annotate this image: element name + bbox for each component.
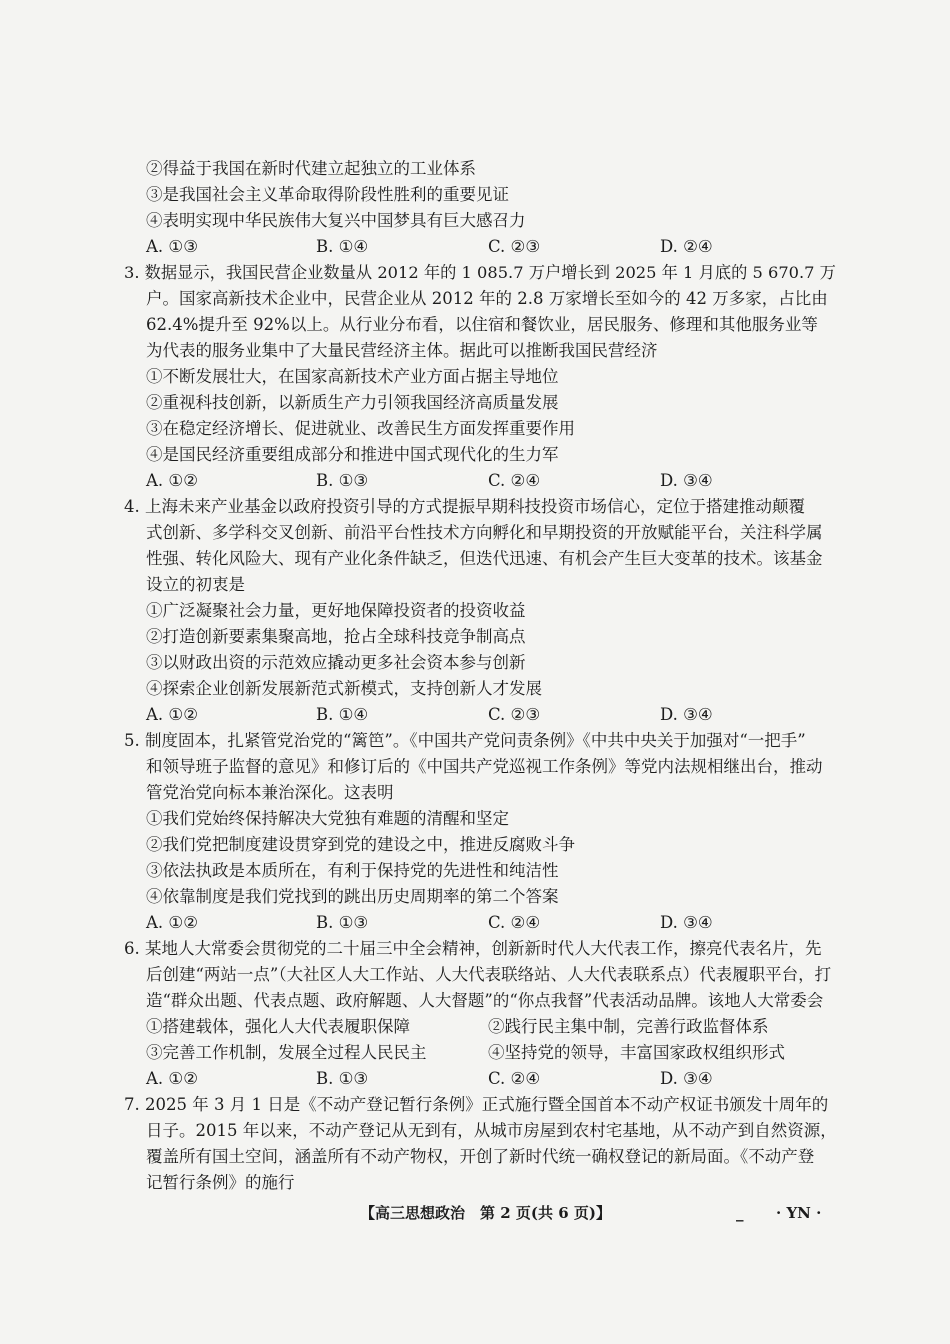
q4-choice-d: D. ③④ [660,705,713,724]
q7-stem-line-3: 覆盖所有国土空间，涵盖所有不动产物权，开创了新时代统一确权登记的新局面。《不动产登 [146,1147,815,1166]
q4-option-2: ②打造创新要素集聚高地，抢占全球科技竞争制高点 [146,627,526,646]
q5-option-1: ①我们党始终保持解决大党独有难题的清醒和坚定 [146,809,509,828]
q5-option-4: ④依靠制度是我们党找到的跳出历史周期率的第二个答案 [146,887,559,906]
q4-choice-b: B. ①④ [316,705,369,724]
q2-choice-b: B. ①④ [316,237,369,256]
q6-choice-b: B. ①③ [316,1069,369,1088]
q4-choice-a: A. ①② [146,705,198,724]
q2-choice-d: D. ②④ [660,237,713,256]
q6-option-3: ③完善工作机制，发展全过程人民民主 [146,1043,427,1062]
q6-choice-a: A. ①② [146,1069,198,1088]
q2-option-4: ④表明实现中华民族伟大复兴中国梦具有巨大感召力 [146,211,526,230]
q6-choice-d: D. ③④ [660,1069,713,1088]
q5-choice-a: A. ①② [146,913,198,932]
q3-option-2: ②重视科技创新，以新质生产力引领我国经济高质量发展 [146,393,559,412]
q4-stem-line-2: 式创新、多学科交叉创新、前沿平台性技术方向孵化和早期投资的开放赋能平台，关注科学属 [146,523,823,542]
q3-choice-d: D. ③④ [660,471,713,490]
q2-choice-a: A. ①③ [146,237,198,256]
q3-choice-c: C. ②④ [488,471,541,490]
page-footer [0,1200,950,1226]
q3-stem-line-4: 为代表的服务业集中了大量民营经济主体。据此可以推断我国民营经济 [146,341,658,360]
q3-stem-line-1: 3. 数据显示，我国民营企业数量从 2012 年的 1 085.7 万户增长到 2025 年 1 月底的 5 670.7 万 [124,263,836,282]
q4-option-4: ④探索企业创新发展新范式新模式，支持创新人才发展 [146,679,542,698]
q3-option-3: ③在稳定经济增长、促进就业、改善民生方面发挥重要作用 [146,419,575,438]
q4-option-1: ①广泛凝聚社会力量，更好地保障投资者的投资收益 [146,601,526,620]
q4-stem-line-4: 设立的初衷是 [146,575,245,594]
q5-option-2: ②我们党把制度建设贯穿到党的建设之中，推进反腐败斗争 [146,835,575,854]
q5-option-3: ③依法执政是本质所在，有利于保持党的先进性和纯洁性 [146,861,559,880]
q5-stem-line-1: 5. 制度固本，扎紧管党治党的“篱笆”。《中国共产党问责条例》《中共中央关于加强对“一把手” [124,731,806,750]
q6-option-2: ②践行民主集中制，完善行政监督体系 [488,1017,769,1036]
q5-stem-line-2: 和领导班子监督的意见》和修订后的《中国共产党巡视工作条例》等党内法规相继出台，推动 [146,757,823,776]
q4-choice-c: C. ②③ [488,705,541,724]
q2-option-3: ③是我国社会主义革命取得阶段性胜利的重要见证 [146,185,509,204]
q3-stem-line-2: 户。国家高新技术企业中，民营企业从 2012 年的 2.8 万家增长至如今的 42 万多家，占比由 [146,289,828,308]
q6-stem-line-1: 6. 某地人大常委会贯彻党的二十届三中全会精神，创新新时代人大代表工作，擦亮代表名片，先 [124,939,822,958]
q2-option-2: ②得益于我国在新时代建立起独立的工业体系 [146,159,476,178]
q6-stem-line-3: 造“群众出题、代表点题、政府解题、人大督题”的“你点我督”代表活动品牌。该地人大常委会 [146,991,824,1010]
footer-page-label: 【高三思想政治 第 2 页(共 6 页)】 [360,1204,611,1222]
q3-option-1: ①不断发展壮大，在国家高新技术产业方面占据主导地位 [146,367,559,386]
footer-region-code: · YN · [776,1204,822,1222]
q5-choice-b: B. ①③ [316,913,369,932]
footer-dash: _ [736,1204,744,1222]
q7-stem-line-2: 日子。2015 年以来，不动产登记从无到有，从城市房屋到农村宅基地，从不动产到自然资源， [146,1121,837,1140]
q6-option-1: ①搭建载体，强化人大代表履职保障 [146,1017,410,1036]
q4-stem-line-3: 性强、转化风险大、现有产业化条件缺乏，但迭代迅速、有机会产生巨大变革的技术。该基金 [146,549,823,568]
q5-choice-d: D. ③④ [660,913,713,932]
q4-stem-line-1: 4. 上海未来产业基金以政府投资引导的方式提振早期科技投资市场信心，定位于搭建推动颠覆 [124,497,805,516]
q6-stem-line-2: 后创建“两站一点”（大社区人大工作站、人大代表联络站、人大代表联系点）代表履职平台，打 [146,965,832,984]
q7-stem-line-4: 记暂行条例》的施行 [146,1173,295,1192]
q3-choice-a: A. ①② [146,471,198,490]
q2-choice-c: C. ②③ [488,237,541,256]
q3-choice-b: B. ①③ [316,471,369,490]
q3-option-4: ④是国民经济重要组成部分和推进中国式现代化的生力军 [146,445,559,464]
q7-stem-line-1: 7. 2025 年 3 月 1 日是《不动产登记暂行条例》正式施行暨全国首本不动产权证书颁发十周年的 [124,1095,829,1114]
q6-choice-c: C. ②④ [488,1069,541,1088]
q6-option-4: ④坚持党的领导，丰富国家政权组织形式 [488,1043,785,1062]
q3-stem-line-3: 62.4%提升至 92%以上。从行业分布看，以住宿和餐饮业，居民服务、修理和其他服务业等 [146,315,818,334]
q5-stem-line-3: 管党治党向标本兼治深化。这表明 [146,783,394,802]
q4-option-3: ③以财政出资的示范效应撬动更多社会资本参与创新 [146,653,526,672]
q5-choice-c: C. ②④ [488,913,541,932]
